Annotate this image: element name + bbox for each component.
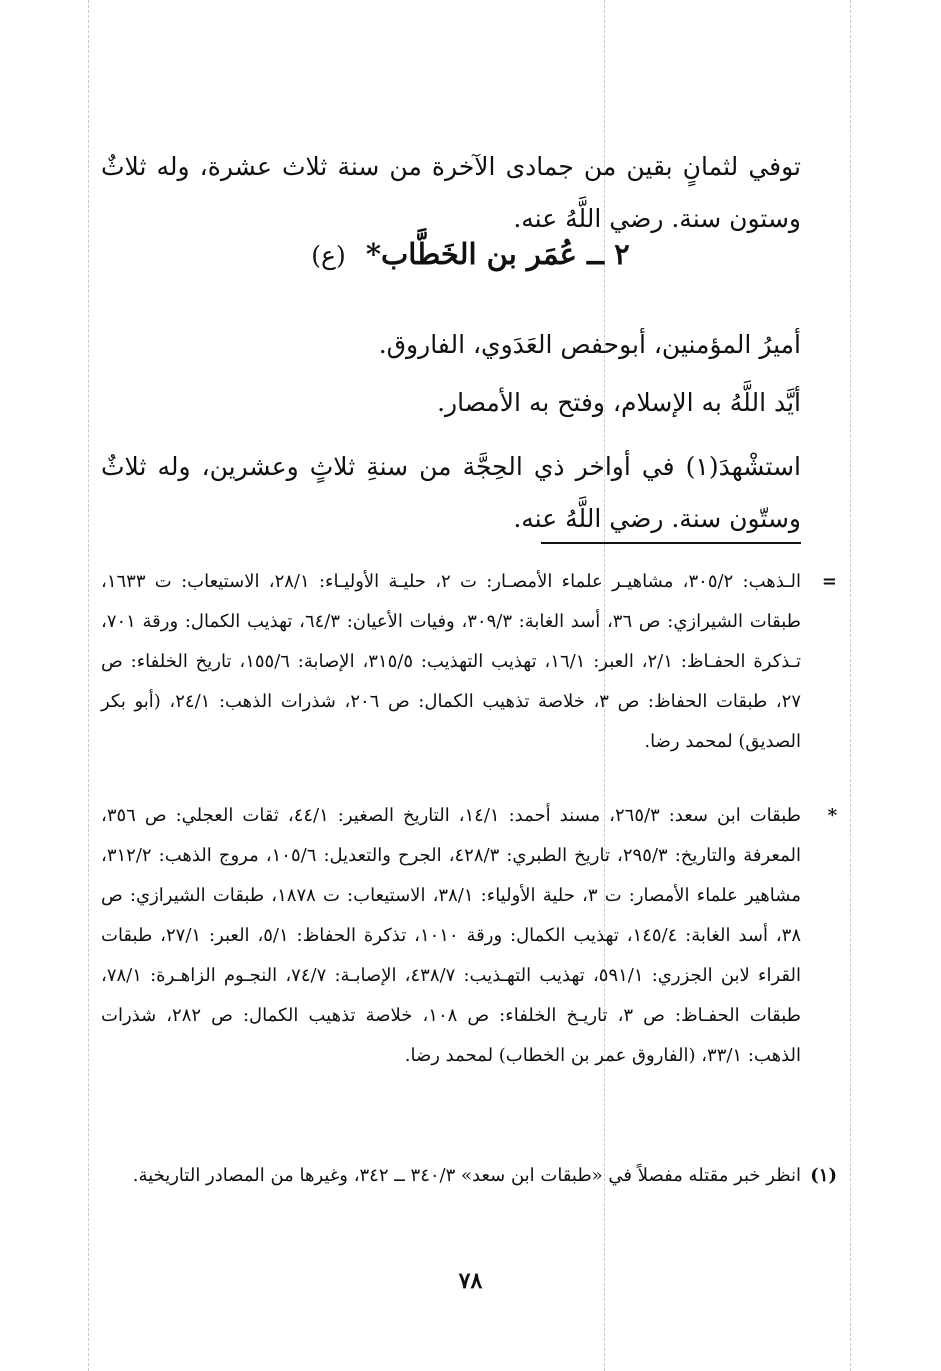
- scan-guide-line: [88, 0, 89, 1371]
- footnote-text: طبقات ابن سعد: ٢٦٥/٣، مسند أحمد: ١٤/١، التاريخ الصغير: ٤٤/١، ثقات العجلي: ص ٣٥٦، المعرفة والتاريخ: ٢٩٥/٣، تاريخ الطبري: ٤٢٨/٣، الجرح والتعديل: ١٠٥/٦، مروج الذهب: ٣١٢/٢، مشاهير علماء الأمصار: ت ٣، حلية الأولياء: ٣٨/١، الاستيعاب: ت ١٨٧٨، طبقات الشيرازي: ص ٣٨، أسد الغابة: ١٤٥/٤، تهذيب الكمال: ورقة ١٠١٠، تذكرة الحفاظ: ٥/١، العبر: ٢٧/١، طبقات القراء لابن الجزري: ٥٩١/١، تهذيب التهـذيب: ٤٣٨/٧، الإصابـة: ٧٤/٧، النجـوم الزاهـرة: ٧٨/١، طبقات الحفـاظ: ص ٣، تاريـخ الخلفاء: ص ١٠٨، خلاصة تذهيب الكمال: ص ٢٨٢، شذرات الذهب: ٣٣/١، (الفاروق عمر بن الخطاب) لمحمد رضا.: [101, 805, 802, 1066]
- footnote-marker: (١): [810, 1165, 837, 1186]
- scan-guide-line: [850, 0, 851, 1371]
- footnote-text: انظر خبر مقتله مفصلاً في «طبقات ابن سعد» ٣٤٠/٣ ــ ٣٤٢، وغيرها من المصادر التاريخية.: [132, 1165, 801, 1186]
- entry-siglum: (ع): [311, 241, 346, 270]
- entry-heading: [0, 224, 941, 286]
- footnote-continued: [101, 562, 837, 762]
- body-paragraph-titles: أميرُ المؤمنين، أبوحفص العَدَوي، الفاروق.: [378, 330, 801, 359]
- body-paragraph-martyrdom: استشْهدَ(١) في أواخر ذي الحِجَّة من سنةِ ثلاثٍ وعشرين، وله ثلاثٌ وستّون سنة. رضي اللَّهُ عنه.: [101, 452, 801, 533]
- entry-title: ٢ ــ عُمَر بن الخَطَّاب*: [365, 237, 630, 271]
- footnote-marker: *: [827, 805, 837, 826]
- footnote-1: [101, 1156, 837, 1196]
- footnote-separator: [541, 542, 801, 544]
- footnote-star: [101, 796, 837, 1076]
- footnote-text: الـذهب: ٣٠٥/٢، مشاهيـر علماء الأمصـار: ت ٢، حليـة الأوليـاء: ٢٨/١، الاستيعاب: ت ١٦٣٣، طبقات الشيرازي: ص ٣٦، أسد الغابة: ٣٠٩/٣، وفيات الأعيان: ٦٤/٣، تهذيب الكمال: ورقة ٧٠١، تـذكرة الحفـاظ: ٢/١، العبر: ١٦/١، تهذيب التهذيب: ٣١٥/٥، الإصابة: ١٥٥/٦، تاريخ الخلفاء: ص ٢٧، طبقات الحفاظ: ص ٣، خلاصة تذهيب الكمال: ص ٢٠٦، شذرات الذهب: ٢٤/١، (أبو بكر الصديق) لمحمد رضا.: [101, 571, 802, 752]
- footnote-marker: =: [821, 571, 837, 592]
- body-paragraph-death-abu-bakr: توفي لثمانٍ بقين من جمادى الآخرة من سنة ثلاث عشرة، وله ثلاثٌ وستون سنة. رضي اللَّهُ عنه.: [101, 152, 801, 233]
- page-number: ٧٨: [458, 1268, 483, 1294]
- body-paragraph-conquests: أيَّد اللَّهُ به الإسلام، وفتح به الأمصار.: [437, 388, 801, 417]
